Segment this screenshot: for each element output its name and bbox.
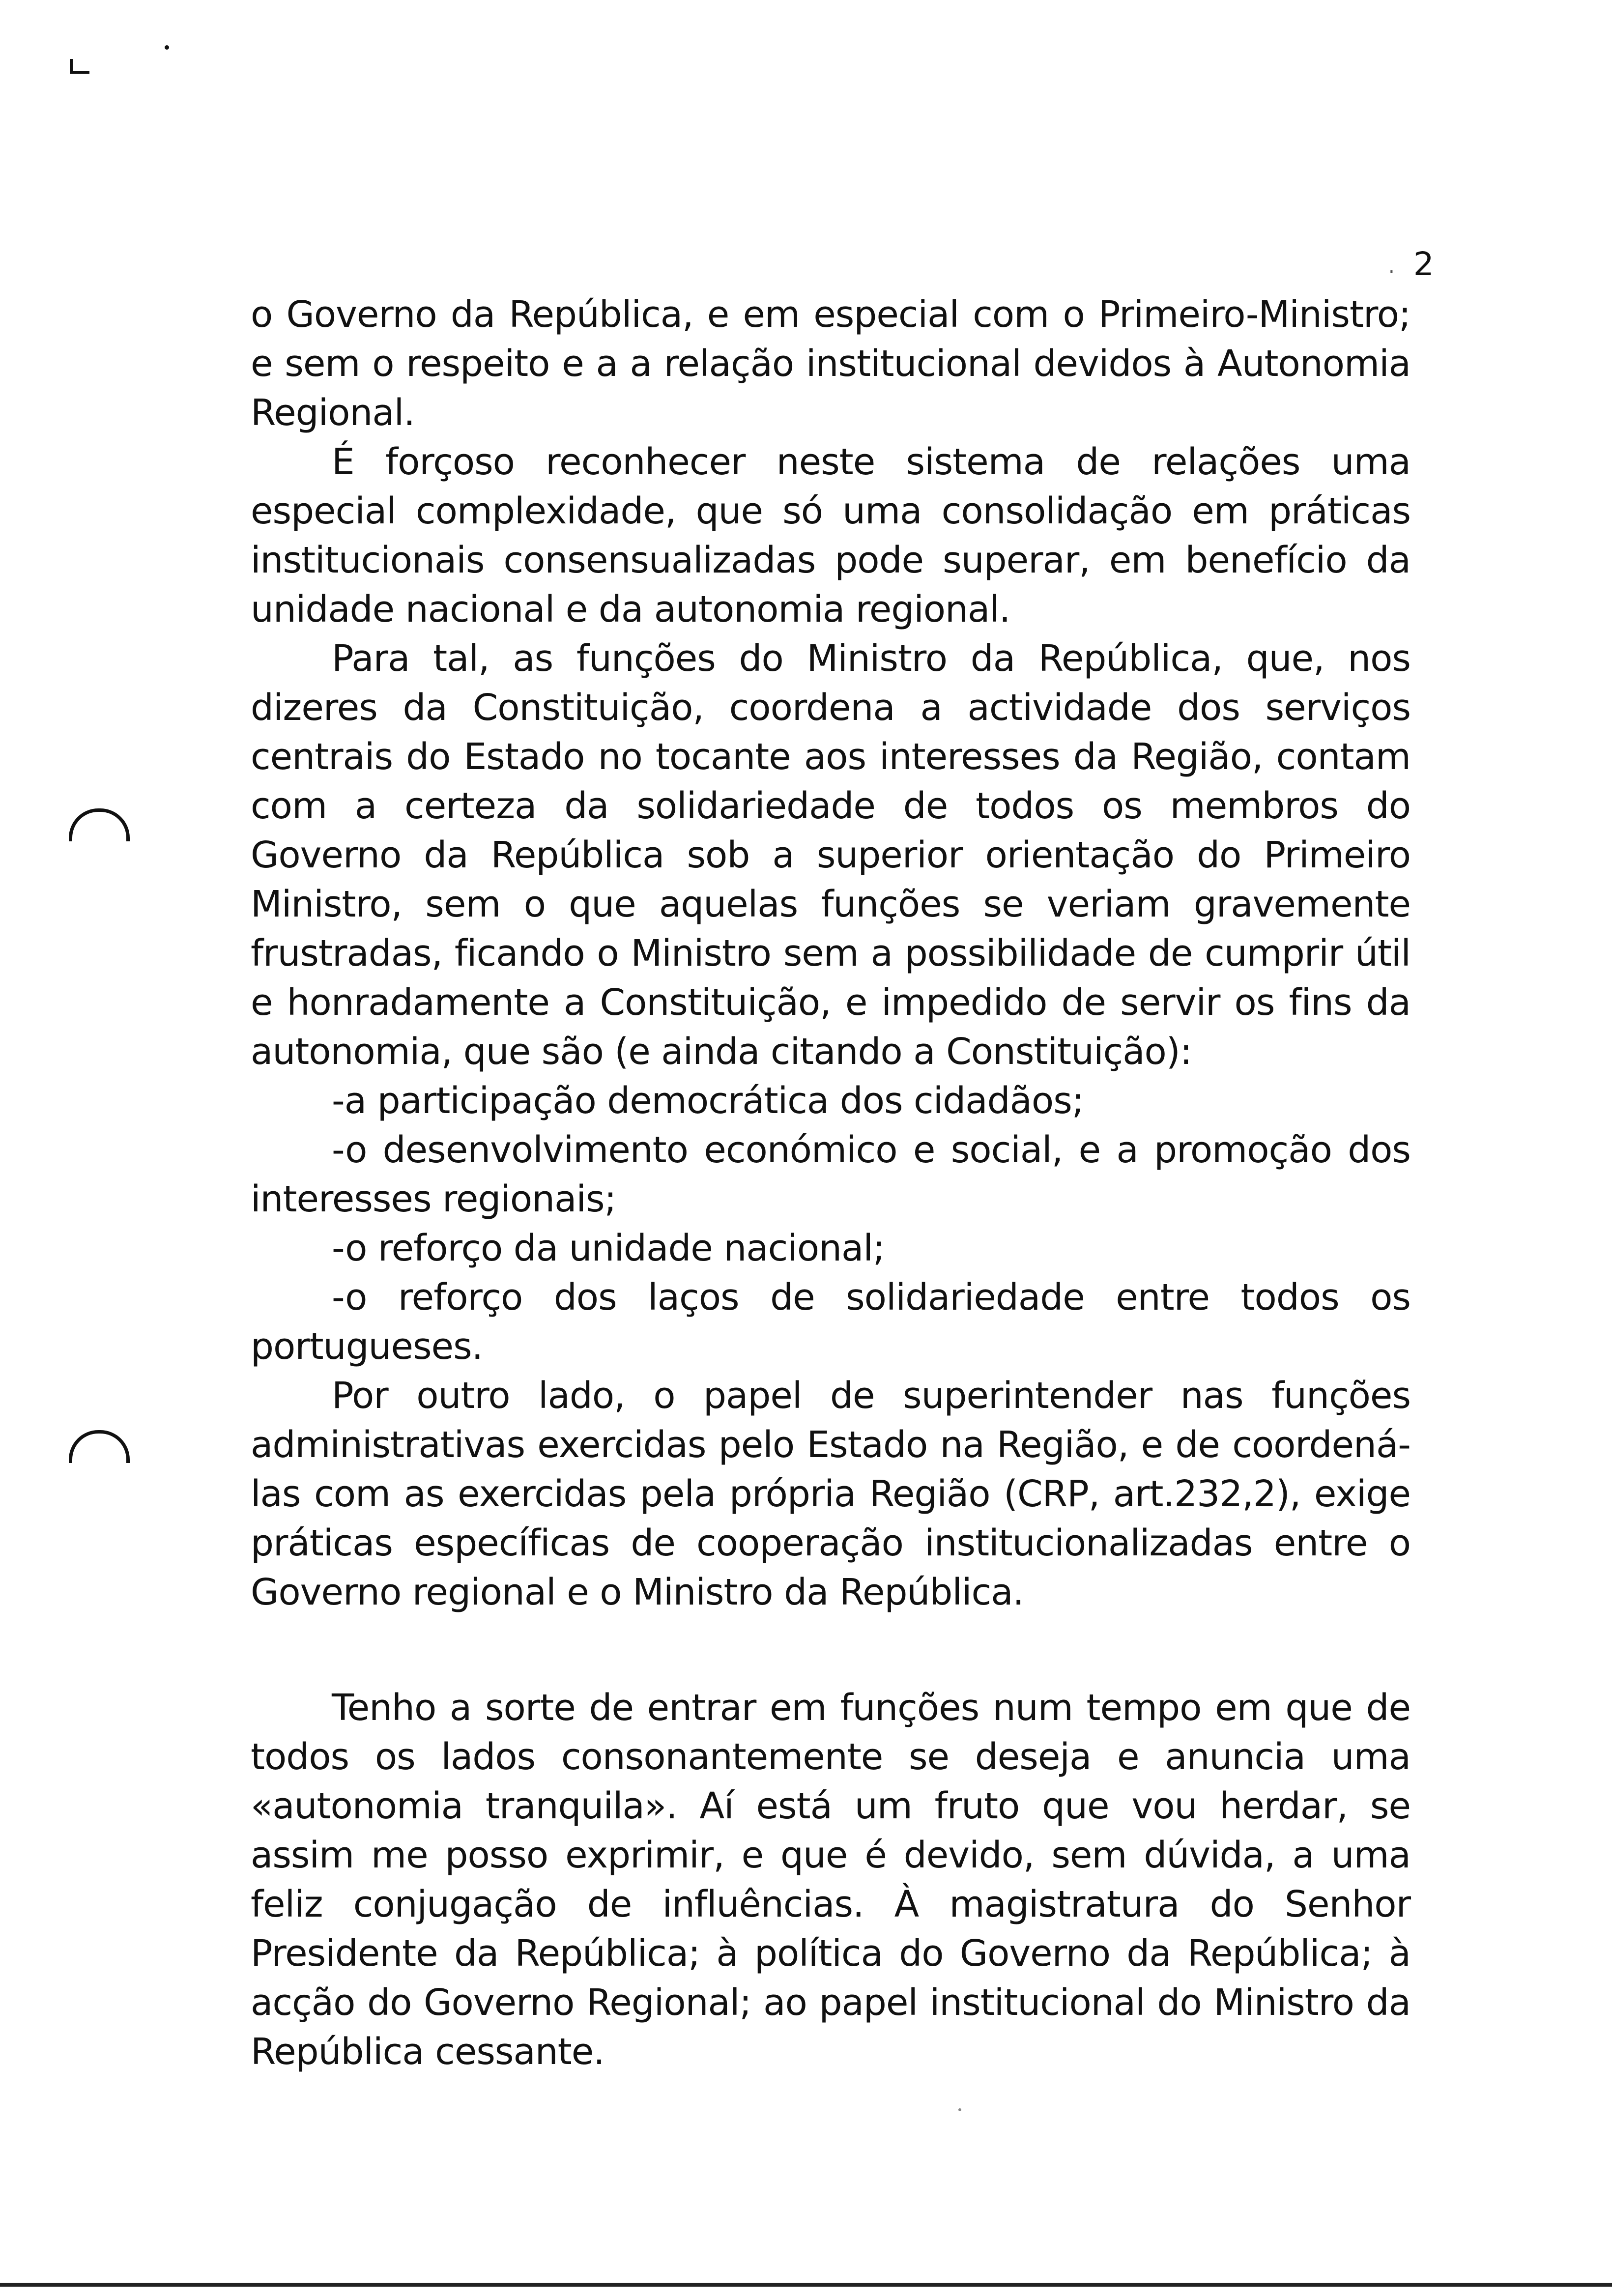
- page-number-value: 2: [1413, 245, 1434, 283]
- page-number-dot: .: [1388, 255, 1395, 278]
- scan-dot-mark: [165, 45, 169, 50]
- paragraph-2: É forçoso reconhecer neste sistema de relações uma especial complexidade, que só uma consolidação em práticas institucionais consensualizadas pode superar, em benefício da unidade nacional e da autonomia regional.: [251, 441, 1410, 631]
- page-number: [1388, 245, 1434, 283]
- punch-hole-mark-upper: [69, 808, 130, 841]
- paragraph-5: Tenho a sorte de entrar em funções num tempo em que de todos os lados consonantemente se deseja e anuncia uma «autonomia tranquila». Aí está um fruto que vou herdar, se assim me posso exprimir, e que é devido, sem dúvida, a uma feliz conjugação de influências. À magistratura do Senhor Presidente da República; à política do Governo da República; à acção do Governo Regional; ao papel institucional do Ministro da República cessante.: [251, 1687, 1410, 2073]
- list-item-participation: -a participação democrática dos cidadãos;: [332, 1080, 1084, 1122]
- list-item-solidarity: -o reforço dos laços de solidariedade entre todos os portugueses.: [251, 1276, 1410, 1368]
- scan-corner-mark: [70, 59, 89, 74]
- punch-hole-mark-lower: [69, 1430, 130, 1463]
- scan-speck: [958, 2108, 961, 2111]
- list-item-development: -o desenvolvimento económico e social, e a promoção dos interesses regionais;: [251, 1129, 1410, 1220]
- document-body: [251, 290, 1410, 2076]
- scan-bottom-edge: [0, 2283, 1612, 2287]
- paragraph-gap: [251, 1617, 1410, 1683]
- paragraph-4: Por outro lado, o papel de superintender nas funções administrativas exercidas pelo Estado na Região, e de coordená-las com as exercidas pela própria Região (CRP, art.232,2), exige práticas específicas de cooperação institucionalizadas entre o Governo regional e o Ministro da República.: [251, 1375, 1410, 1613]
- list-item-national-unity: -o reforço da unidade nacional;: [332, 1227, 885, 1269]
- paragraph-3: Para tal, as funções do Ministro da República, que, nos dizeres da Constituição, coordena a actividade dos serviços centrais do Estado no tocante aos interesses da Região, contam com a certeza da solidariedade de todos os membros do Governo da República sob a superior orientação do Primeiro Ministro, sem o que aquelas funções se veriam gravemente frustradas, ficando o Ministro sem a possibilidade de cumprir útil e honradamente a Constituição, e impedido de servir os fins da autonomia, que são (e ainda citando a Constituição):: [251, 637, 1410, 1073]
- paragraph-1: o Governo da República, e em especial com o Primeiro-Ministro; e sem o respeito e a a relação institucional devidos à Autonomia Regional.: [251, 293, 1410, 434]
